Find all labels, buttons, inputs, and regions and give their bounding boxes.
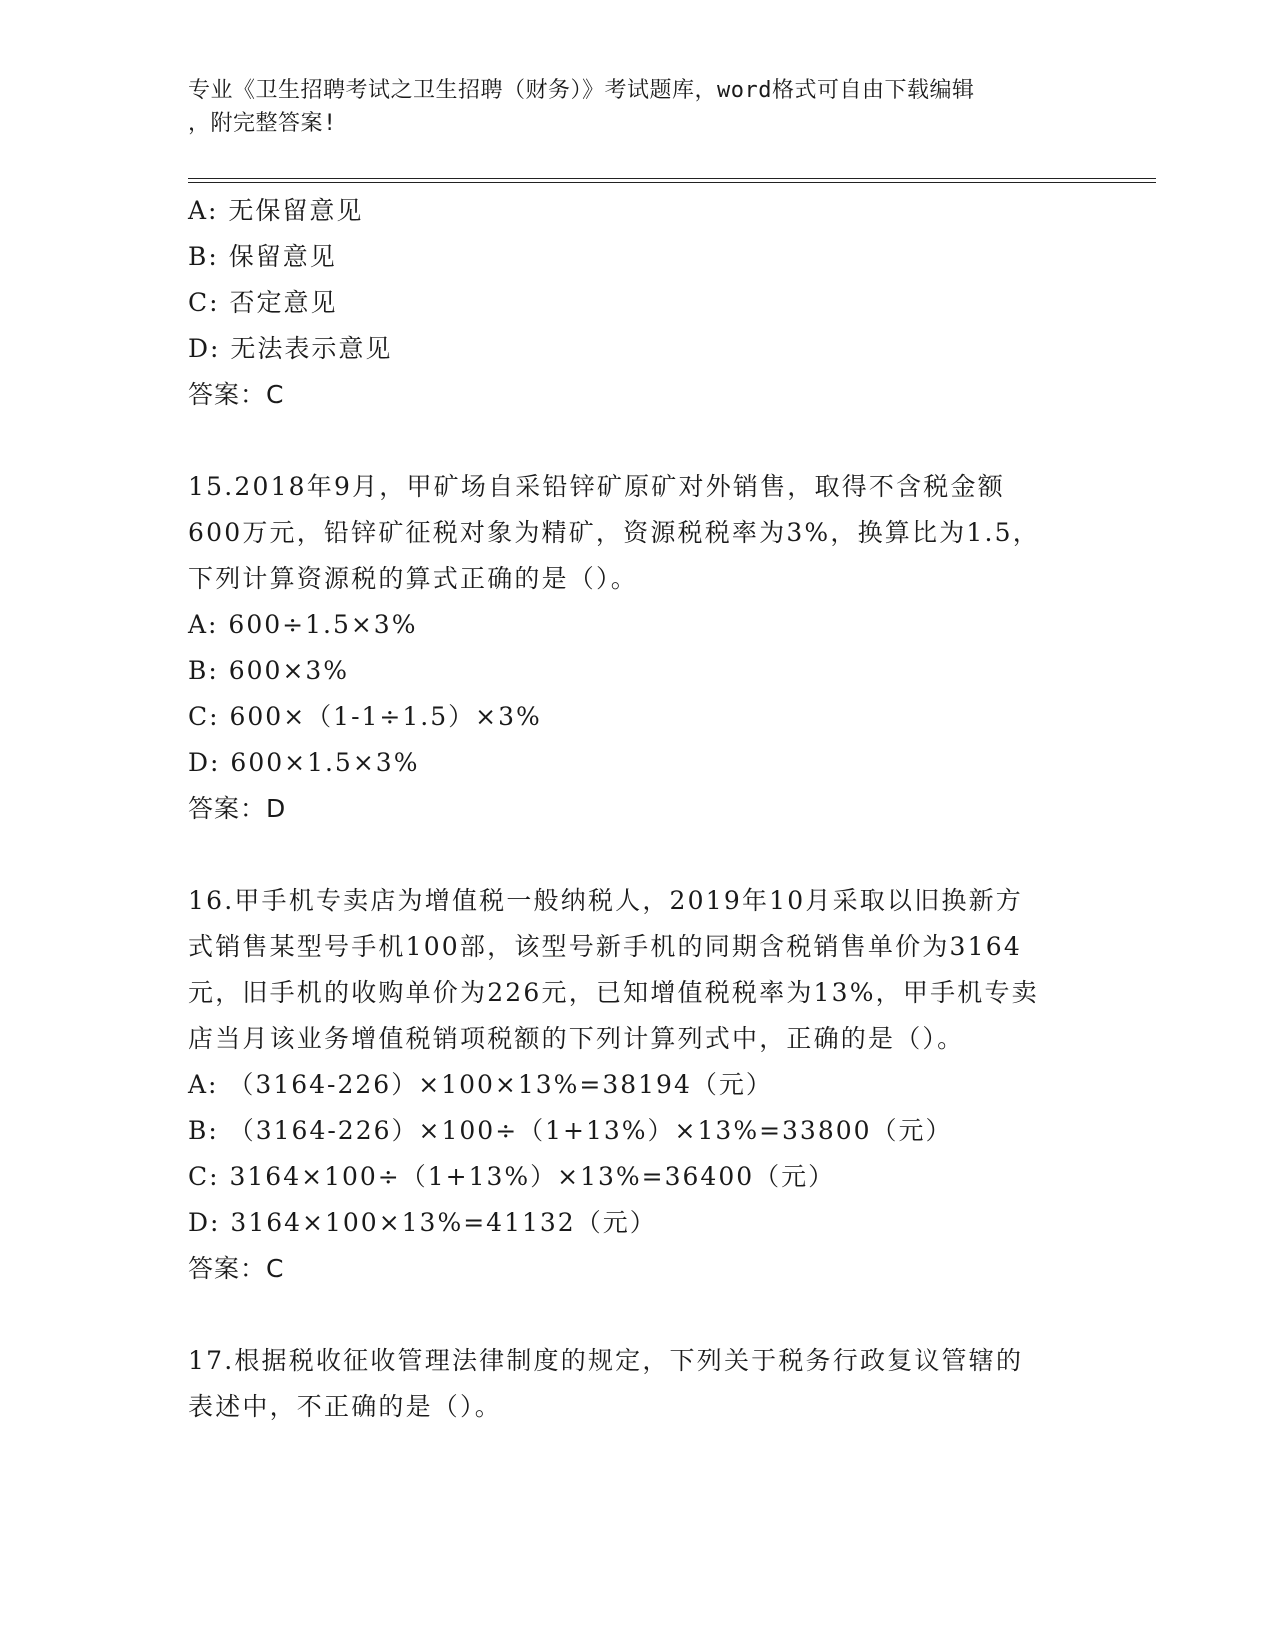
- option-d: D: 无法表示意见: [188, 334, 393, 363]
- question-17: [188, 1338, 1088, 1430]
- header-line-1: 专业《卫生招聘考试之卫生招聘（财务）》考试题库，word格式可自由下载编辑: [188, 78, 975, 103]
- stem-line-2: 表述中，不正确的是（）。: [188, 1392, 502, 1421]
- question-16: [188, 878, 1088, 1292]
- answer-line: 答案：D: [188, 794, 287, 823]
- stem-line-2: 式销售某型号手机100部，该型号新手机的同期含税销售单价为3164: [188, 932, 1022, 961]
- stem-line-1: 17.根据税收征收管理法律制度的规定，下列关于税务行政复议管辖的: [188, 1346, 1024, 1375]
- option-a: A: （3164-226）×100×13%=38194（元）: [188, 1070, 773, 1099]
- stem-line-1: 15.2018年9月，甲矿场自采铅锌矿原矿对外销售，取得不含税金额: [188, 472, 1005, 501]
- option-a: A: 600÷1.5×3%: [188, 610, 418, 639]
- option-b: B: （3164-226）×100÷（1+13%）×13%=33800（元）: [188, 1116, 953, 1145]
- answer-line: 答案：C: [188, 1254, 285, 1283]
- option-d: D: 3164×100×13%=41132（元）: [188, 1208, 657, 1237]
- option-c: C: 3164×100÷（1+13%）×13%=36400（元）: [188, 1162, 836, 1191]
- question-stem: [188, 464, 1088, 602]
- stem-line-3: 元，旧手机的收购单价为226元，已知增值税税率为13%，甲手机专卖: [188, 978, 1039, 1007]
- answer-line: 答案：C: [188, 380, 285, 409]
- document-body: [188, 188, 1088, 1430]
- question-stem: [188, 878, 1088, 1062]
- question-15: [188, 464, 1088, 832]
- stem-line-1: 16.甲手机专卖店为增值税一般纳税人，2019年10月采取以旧换新方: [188, 886, 1023, 915]
- option-d: D: 600×1.5×3%: [188, 748, 420, 777]
- spacer: [188, 832, 1088, 878]
- question-stem: [188, 1338, 1088, 1430]
- stem-line-2: 600万元，铅锌矿征税对象为精矿，资源税税率为3%，换算比为1.5，: [188, 518, 1040, 547]
- spacer: [188, 418, 1088, 464]
- option-c: C: 否定意见: [188, 288, 338, 317]
- document-header: [188, 74, 1068, 140]
- header-line-2: ，附完整答案!: [188, 111, 337, 136]
- stem-line-4: 店当月该业务增值税销项税额的下列计算列式中，正确的是（）。: [188, 1024, 965, 1053]
- stem-line-3: 下列计算资源税的算式正确的是（）。: [188, 564, 638, 593]
- option-a: A: 无保留意见: [188, 196, 364, 225]
- option-c: C: 600×（1-1÷1.5）×3%: [188, 702, 542, 731]
- option-b: B: 保留意见: [188, 242, 337, 271]
- question-14-continued: [188, 188, 1088, 418]
- header-divider: [188, 178, 1156, 183]
- spacer: [188, 1292, 1088, 1338]
- option-b: B: 600×3%: [188, 656, 350, 685]
